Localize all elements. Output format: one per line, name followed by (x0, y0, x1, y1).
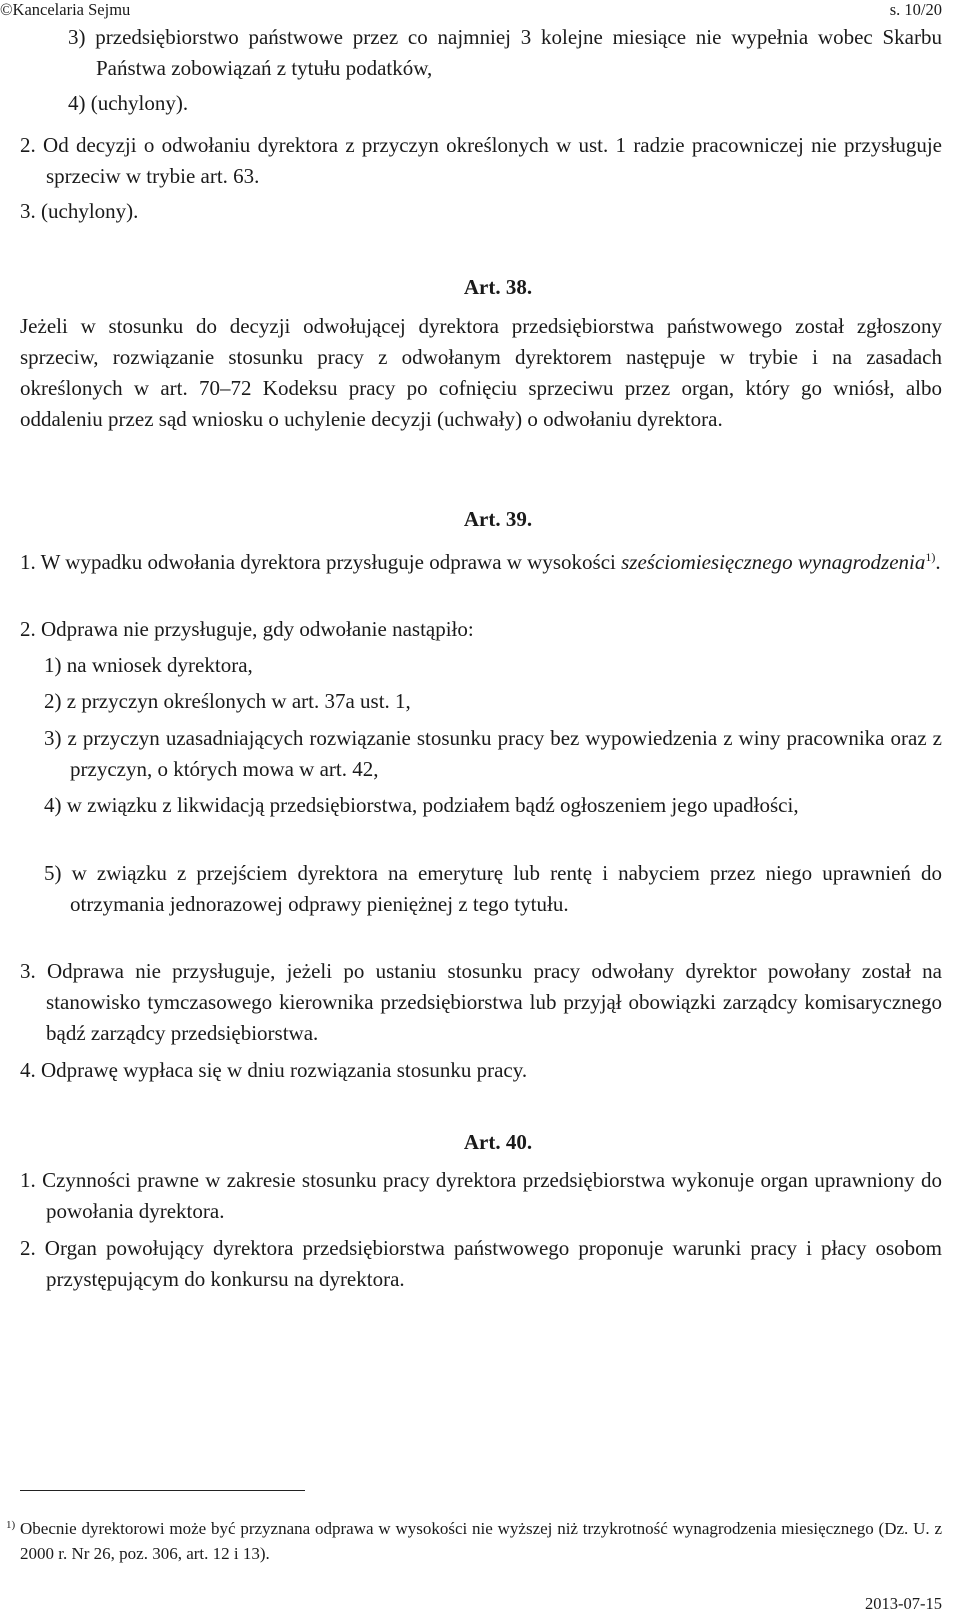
article-39-heading: Art. 39. (463, 507, 533, 531)
footnote-mark: 1) (6, 1519, 16, 1531)
footer-date: 2013-07-15 (865, 1594, 942, 1613)
header-publisher: ©Kancelaria Sejmu (0, 0, 131, 19)
list-item: 5) w związku z przejściem dyrektora na emeryturę lub rentę i nabyciem przez niego uprawnień do otrzymania jednorazowej odprawy pieniężnej z tego tytułu. (44, 861, 942, 916)
article-40-ust-2: 2. Organ powołujący dyrektora przedsiębiorstwa państwowego proponuje warunki pracy i płacy osobom przystępującym do konkursu na dyrektora. (20, 1236, 942, 1291)
article-39-ust-3: 3. Odprawa nie przysługuje, jeżeli po ustaniu stosunku pracy odwołany dyrektor powołany został na stanowisko tymczasowego kierownika przedsiębiorstwa lub przyjął obowiązki zarządcy komisarycznego bądź zarządcy przedsiębiorstwa. (20, 959, 942, 1045)
paragraph-ust-3: 3. (uchylony). (20, 199, 139, 223)
footnote-text: Obecnie dyrektorowi może być przyznana odprawa w wysokości nie wyższej niż trzykrotność wynagrodzenia miesięcznego (Dz. U. z 2000 r. Nr 26, poz. 306, art. 12 i 13). (20, 1519, 942, 1563)
list-item: 2) z przyczyn określonych w art. 37a ust. 1, (44, 689, 411, 713)
paragraph-ust-2: 2. Od decyzji o odwołaniu dyrektora z przyczyn określonych w ust. 1 radzie pracowniczej nie przysługuje sprzeciw w trybie art. 63. (20, 133, 942, 188)
article-39-ust-2: 2. Odprawa nie przysługuje, gdy odwołanie nastąpiło: (20, 617, 474, 641)
paragraph-point-4: 4) (uchylony). (68, 91, 189, 115)
list-item: 4) w związku z likwidacją przedsiębiorstwa, podziałem bądź ogłoszeniem jego upadłości, (44, 793, 799, 817)
header-page-number: s. 10/20 (889, 0, 942, 19)
article-40-ust-1: 1. Czynności prawne w zakresie stosunku pracy dyrektora przedsiębiorstwa wykonuje organ uprawniony do powołania dyrektora. (20, 1168, 942, 1223)
paragraph-point-3: 3) przedsiębiorstwo państwowe przez co najmniej 3 kolejne miesiące nie wypełnia wobec Skarbu Państwa zobowiązań z tytułu podatków, (68, 25, 942, 80)
article-38-text: Jeżeli w stosunku do decyzji odwołującej dyrektora przedsiębiorstwa państwowego został zgłoszony sprzeciw, rozwiązanie stosunku pracy z odwołanym dyrektorem następuje w trybie i na zasadach określonych w art. 70–72 Kodeksu pracy po cofnięciu sprzeciwu przez organ, który go wniósł, albo oddaleniu przez sąd wniosku o uchylenie decyzji (uchwały) o odwołaniu dyrektora. (20, 314, 942, 431)
article-39-ust-1: 1. W wypadku odwołania dyrektora przysługuje odprawa w wysokości sześciomiesięcznego wynagrodzenia$^{1)}$. (20, 550, 941, 574)
footnote-ref[interactable]: 1) (925, 550, 936, 564)
list-item: 1) na wniosek dyrektora, (44, 653, 253, 677)
list-item: 3) z przyczyn uzasadniających rozwiązanie stosunku pracy bez wypowiedzenia z winy pracownika oraz z przyczyn, o których mowa w art. 42, (44, 726, 942, 781)
article-40-heading: Art. 40. (463, 1130, 533, 1154)
footnote (0, 1516, 942, 1566)
article-39-ust-4: 4. Odprawę wypłaca się w dniu rozwiązania stosunku pracy. (20, 1058, 528, 1082)
footnote-divider (20, 1490, 305, 1491)
article-38-heading: Art. 38. (463, 275, 533, 299)
